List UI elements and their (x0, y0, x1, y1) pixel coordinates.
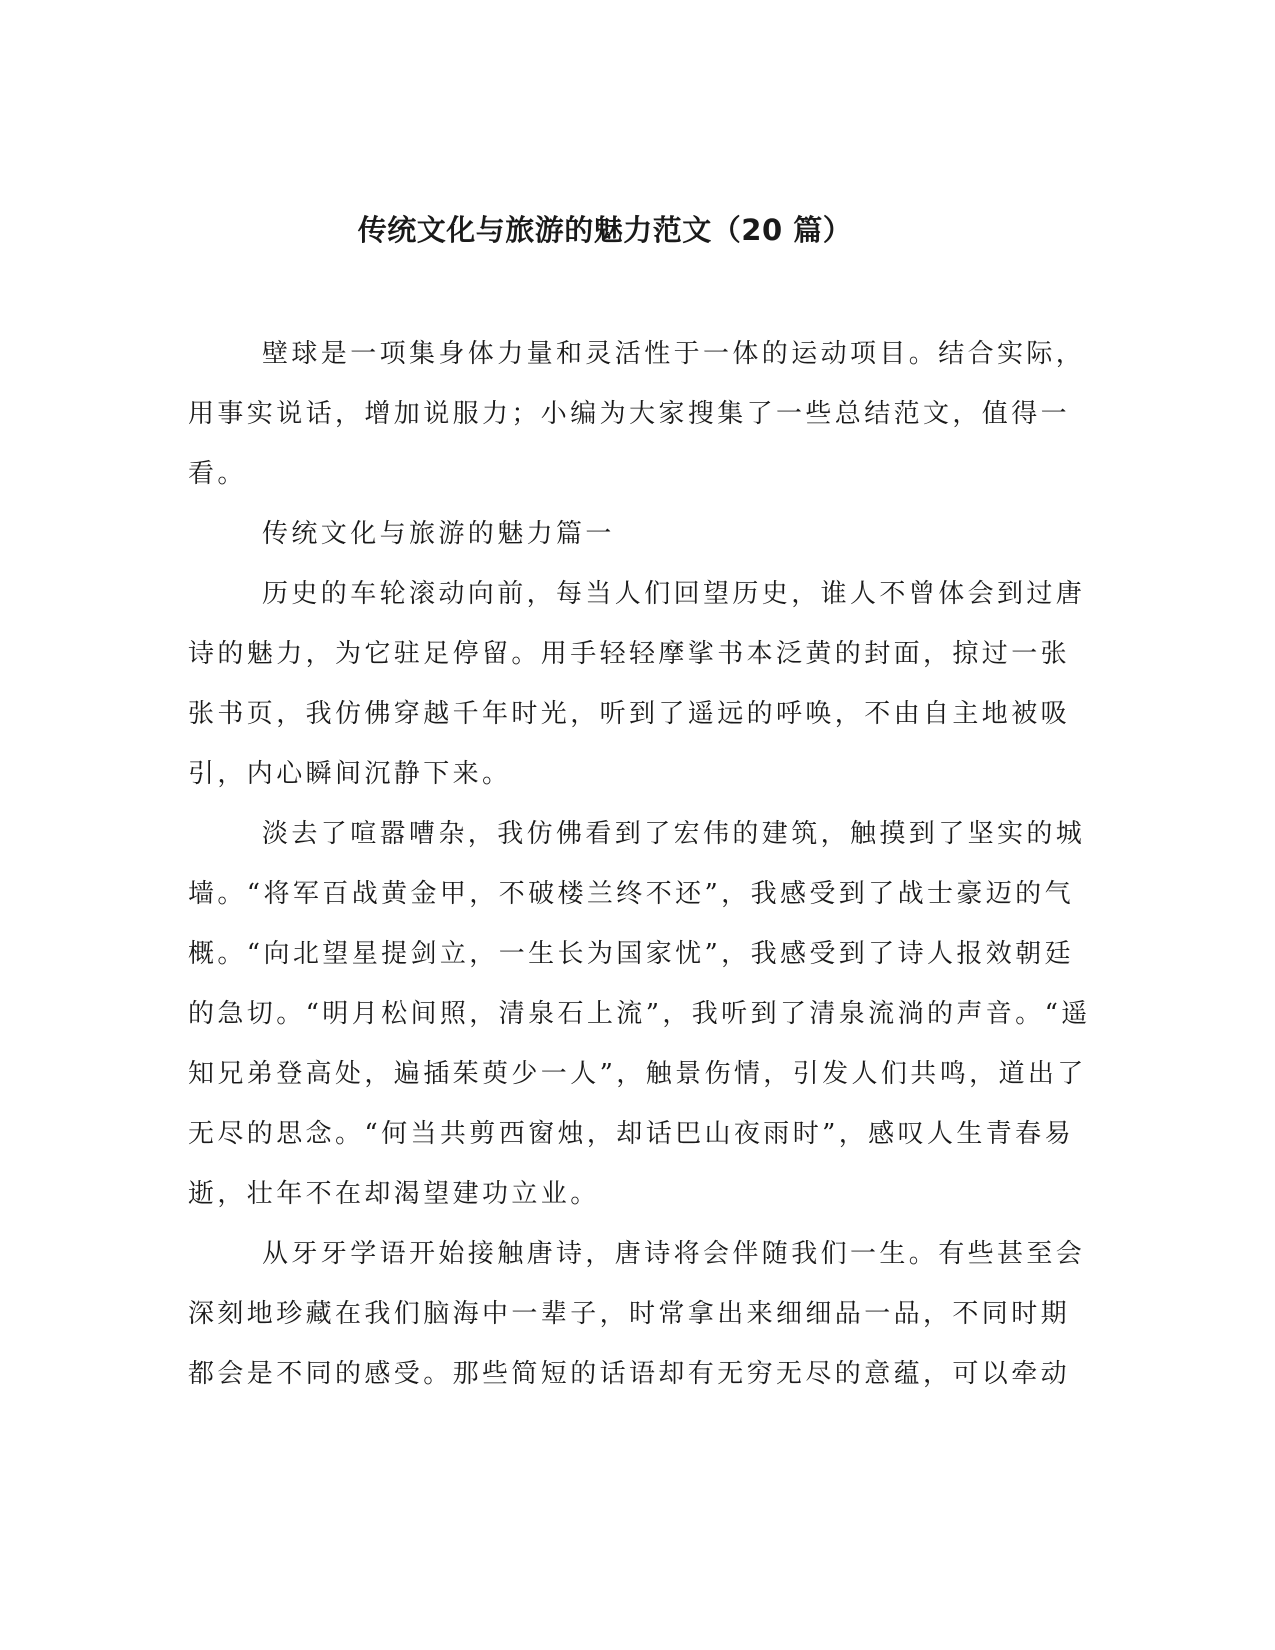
paragraph-line: 用事实说话，增加说服力；小编为大家搜集了一些总结范文，值得一 (188, 399, 1071, 429)
paragraph-line: 知兄弟登高处，遍插茱萸少一人”，触景伤情，引发人们共鸣，道出了 (188, 1059, 1087, 1089)
paragraph-line: 逝，壮年不在却渴望建功立业。 (188, 1179, 600, 1209)
paragraph-line: 引，内心瞬间沉静下来。 (188, 759, 512, 789)
paragraph-line: 历史的车轮滚动向前，每当人们回望历史，谁人不曾体会到过唐 (262, 579, 1086, 609)
paragraph-line: 看。 (188, 459, 247, 489)
paragraph-line: 深刻地珍藏在我们脑海中一辈子，时常拿出来细细品一品，不同时期 (188, 1299, 1071, 1329)
paragraph-line: 的急切。“明月松间照，清泉石上流”，我听到了清泉流淌的声音。“遥 (188, 999, 1091, 1029)
paragraph-line: 张书页，我仿佛穿越千年时光，听到了遥远的呼唤，不由自主地被吸 (188, 699, 1071, 729)
document-title: 传统文化与旅游的魅力范文（20 篇） (357, 213, 853, 247)
paragraph-line: 从牙牙学语开始接触唐诗，唐诗将会伴随我们一生。有些甚至会 (262, 1239, 1086, 1269)
paragraph-line: 淡去了喧嚣嘈杂，我仿佛看到了宏伟的建筑，触摸到了坚实的城 (262, 819, 1086, 849)
paragraph-line: 壁球是一项集身体力量和灵活性于一体的运动项目。结合实际， (262, 339, 1086, 369)
paragraph-line: 都会是不同的感受。那些简短的话语却有无穷无尽的意蕴，可以牵动 (188, 1359, 1071, 1389)
paragraph-line: 诗的魅力，为它驻足停留。用手轻轻摩挲书本泛黄的封面，掠过一张 (188, 639, 1071, 669)
paragraph-line: 无尽的思念。“何当共剪西窗烛，却话巴山夜雨时”，感叹人生青春易 (188, 1119, 1074, 1149)
section-heading: 传统文化与旅游的魅力篇一 (262, 519, 615, 549)
document-body (188, 330, 1091, 1410)
paragraph-line: 墙。“将军百战黄金甲，不破楼兰终不还”，我感受到了战士豪迈的气 (188, 879, 1074, 909)
paragraph-line: 概。“向北望星提剑立，一生长为国家忧”，我感受到了诗人报效朝廷 (188, 939, 1074, 969)
